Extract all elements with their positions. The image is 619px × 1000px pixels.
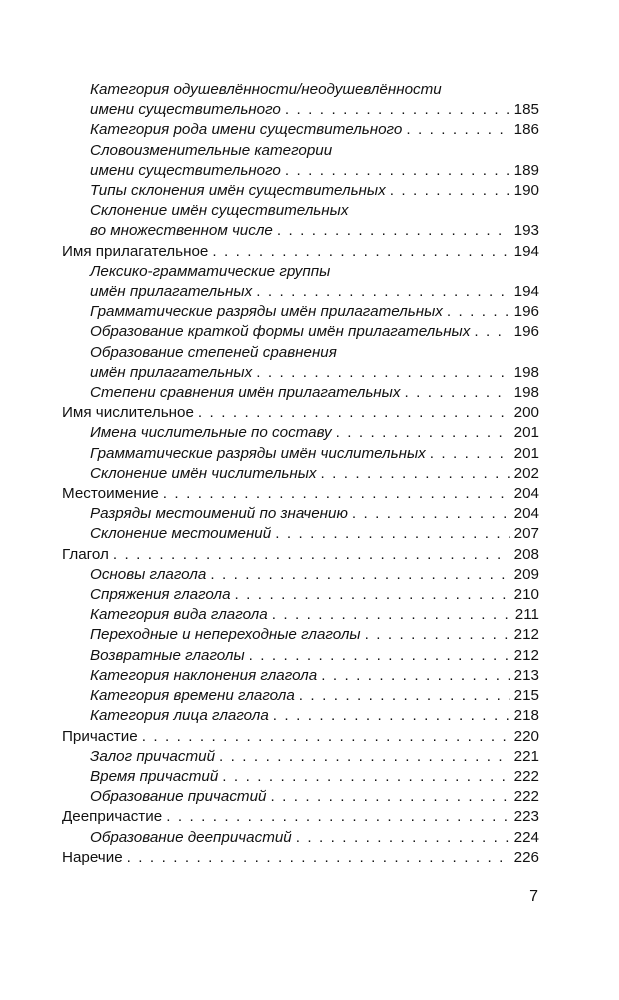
toc-entry [62, 727, 539, 747]
dot-leader [336, 423, 510, 443]
toc-entry-title: Склонение имён существительных [90, 202, 349, 220]
toc-page-number: 202 [513, 464, 539, 482]
toc-entry [62, 545, 539, 565]
toc-entry-title: Категория вида глагола [90, 606, 268, 624]
toc-page-number: 196 [513, 303, 539, 321]
toc-page-number: 200 [513, 404, 539, 422]
toc-subentry [62, 787, 539, 807]
toc-entry-title: Основы глагола [90, 565, 207, 583]
toc-entry-line [62, 403, 539, 423]
toc-page-number: 194 [513, 242, 539, 260]
dot-leader [163, 484, 510, 504]
toc-entry-line [90, 363, 539, 383]
toc-entry-title: Наречие [62, 848, 123, 866]
toc-page-number: 194 [513, 283, 539, 301]
toc-entry-title: Категория времени глагола [90, 687, 295, 705]
toc-entry-line [90, 706, 539, 726]
toc-entry-title-continued: имён прилагательных [90, 363, 253, 381]
toc-entry-title: Имя числительное [62, 404, 194, 422]
dot-leader [219, 747, 510, 767]
toc-entry-line [90, 161, 539, 181]
toc-subentry [62, 201, 539, 241]
toc-entry-line [90, 322, 539, 342]
toc-entry-line [90, 282, 539, 302]
toc-subentry [62, 80, 539, 120]
toc-subentry [62, 141, 539, 181]
toc-subentry [62, 322, 539, 342]
toc-entry-title: Причастие [62, 727, 138, 745]
toc-entry [62, 403, 539, 423]
toc-page-number: 226 [513, 848, 539, 866]
toc-page-number: 209 [513, 565, 539, 583]
toc-page-number: 213 [513, 666, 539, 684]
toc-entry-line [62, 242, 539, 262]
toc-entry-title: Возвратные глаголы [90, 646, 245, 664]
toc-page-number: 207 [513, 525, 539, 543]
toc-page-number: 193 [513, 222, 539, 240]
toc-page-number: 208 [513, 545, 539, 563]
toc-page-number: 223 [513, 808, 539, 826]
toc-page-number: 212 [513, 646, 539, 664]
toc-subentry [62, 686, 539, 706]
toc-page-number: 189 [513, 161, 539, 179]
toc-entry-title-continued: имён прилагательных [90, 283, 253, 301]
toc-page-number: 198 [513, 363, 539, 381]
toc-entry-title: Грамматические разряды имён прилагательных [90, 303, 443, 321]
toc-page-number: 210 [513, 586, 539, 604]
toc-subentry [62, 605, 539, 625]
toc-page-number: 221 [513, 747, 539, 765]
dot-leader [299, 686, 510, 706]
toc-entry-line [90, 100, 539, 120]
toc-entry [62, 242, 539, 262]
toc-entry-title-continued: имени существительного [90, 101, 281, 119]
toc-page-number: 198 [513, 384, 539, 402]
toc-entry-title: Склонение имён числительных [90, 464, 317, 482]
dot-leader [222, 767, 509, 787]
toc-entry-line [62, 848, 539, 868]
dot-leader [352, 504, 510, 524]
dot-leader [235, 585, 510, 605]
toc-page-number: 204 [513, 505, 539, 523]
dot-leader [256, 282, 509, 302]
dot-leader [249, 646, 510, 666]
dot-leader [275, 524, 509, 544]
toc-entry-title: Спряжения глагола [90, 586, 231, 604]
toc-subentry [62, 444, 539, 464]
toc-entry-line [90, 444, 539, 464]
toc-subentry [62, 524, 539, 544]
toc-page-number: 211 [514, 606, 539, 624]
toc-entry-line [90, 585, 539, 605]
toc-entry-line [90, 625, 539, 645]
toc-entry-title: Образование деепричастий [90, 828, 292, 846]
toc-entry-line [90, 120, 539, 140]
toc-subentry [62, 646, 539, 666]
toc-entry-title: Имя прилагательное [62, 242, 209, 260]
toc-entry-title: Категория одушевлённости/неодушевлённости [90, 81, 442, 98]
toc-subentry [62, 423, 539, 443]
toc-page-number: 196 [513, 323, 539, 341]
dot-leader [113, 545, 510, 565]
toc-entry-line [90, 666, 539, 686]
toc-entry-title: Образование причастий [90, 788, 267, 806]
toc-entry-title: Лексико-грамматические группы [90, 262, 331, 280]
toc-entry-line [90, 605, 539, 625]
toc-entry-title: Глагол [62, 545, 109, 563]
toc-page-number: 201 [513, 444, 539, 462]
toc-entry-line [90, 646, 539, 666]
toc-subentry [62, 302, 539, 322]
toc-subentry [62, 625, 539, 645]
toc-subentry [62, 181, 539, 201]
toc-page-number: 224 [513, 828, 539, 846]
toc-subentry [62, 747, 539, 767]
toc-entry-title: Словоизменительные категории [90, 141, 333, 159]
toc-subentry [62, 585, 539, 605]
toc-entry [62, 807, 539, 827]
toc-subentry [62, 666, 539, 686]
dot-leader [365, 625, 510, 645]
dot-leader [474, 322, 509, 342]
dot-leader [277, 221, 510, 241]
dot-leader [166, 807, 509, 827]
toc-entry-title-continued: во множественном числе [90, 222, 273, 240]
toc-subentry [62, 767, 539, 787]
dot-leader [142, 727, 510, 747]
toc-page-number: 220 [513, 727, 539, 745]
toc-entry-line [62, 484, 539, 504]
toc-entry-title: Категория наклонения глагола [90, 666, 318, 684]
toc-page-number: 204 [513, 485, 539, 503]
toc-page-number: 190 [513, 182, 539, 200]
toc-page-number: 212 [513, 626, 539, 644]
toc-entry [62, 484, 539, 504]
toc-subentry [62, 828, 539, 848]
toc-entry-line [62, 727, 539, 747]
toc-entry-line [90, 787, 539, 807]
toc-subentry [62, 120, 539, 140]
toc-entry-line [90, 504, 539, 524]
dot-leader [256, 363, 509, 383]
toc-entry-line [90, 767, 539, 787]
toc-page-number: 201 [513, 424, 539, 442]
dot-leader [270, 787, 509, 807]
dot-leader [127, 848, 510, 868]
toc-entry-line [90, 383, 539, 403]
toc-entry-line [62, 807, 539, 827]
table-of-contents [62, 80, 539, 868]
toc-subentry [62, 383, 539, 403]
dot-leader [210, 565, 509, 585]
toc-subentry [62, 343, 539, 383]
toc-entry-title-continued: имени существительного [90, 161, 281, 179]
dot-leader [447, 302, 510, 322]
dot-leader [390, 181, 510, 201]
toc-entry-title: Категория лица глагола [90, 707, 269, 725]
dot-leader [296, 828, 510, 848]
toc-entry-line [90, 524, 539, 544]
toc-entry-title: Залог причастий [90, 747, 216, 765]
toc-entry-title: Категория рода имени существительного [90, 121, 403, 139]
toc-entry-line [90, 221, 539, 241]
dot-leader [212, 242, 509, 262]
toc-page-number: 185 [513, 101, 539, 119]
toc-entry-line [90, 181, 539, 201]
dot-leader [321, 666, 509, 686]
toc-page-number: 222 [513, 767, 539, 785]
dot-leader [285, 161, 510, 181]
toc-entry-title: Типы склонения имён существительных [90, 182, 386, 200]
toc-entry-title: Образование степеней сравнения [90, 343, 337, 361]
toc-entry-line [90, 747, 539, 767]
toc-page-number: 218 [513, 707, 539, 725]
toc-subentry [62, 464, 539, 484]
toc-page-number: 222 [513, 788, 539, 806]
dot-leader [198, 403, 510, 423]
toc-entry-line [90, 302, 539, 322]
dot-leader [430, 444, 510, 464]
page-number: 7 [529, 888, 538, 905]
toc-subentry [62, 504, 539, 524]
toc-entry-title: Переходные и непереходные глаголы [90, 626, 361, 644]
toc-subentry [62, 565, 539, 585]
toc-entry-line [90, 423, 539, 443]
toc-page-number: 215 [513, 687, 539, 705]
toc-entry-title: Имена числительные по составу [90, 424, 332, 442]
toc-entry-title: Склонение местоимений [90, 525, 272, 543]
toc-entry-line [90, 828, 539, 848]
dot-leader [273, 706, 510, 726]
toc-entry-title: Степени сравнения имён прилагательных [90, 384, 401, 402]
toc-entry-title: Образование краткой формы имён прилагательных [90, 323, 471, 341]
toc-entry-line [90, 464, 539, 484]
toc-page-number: 186 [513, 121, 539, 139]
toc-entry-title: Разряды местоимений по значению [90, 505, 348, 523]
toc-entry [62, 848, 539, 868]
toc-subentry [62, 262, 539, 302]
toc-subentry [62, 706, 539, 726]
dot-leader [285, 100, 510, 120]
toc-entry-line [62, 545, 539, 565]
toc-entry-line [90, 565, 539, 585]
dot-leader [404, 383, 509, 403]
toc-entry-title: Деепричастие [62, 808, 163, 826]
dot-leader [272, 605, 511, 625]
dot-leader [321, 464, 510, 484]
toc-entry-title: Местоимение [62, 485, 159, 503]
toc-entry-line [90, 686, 539, 706]
toc-entry-title: Грамматические разряды имён числительных [90, 444, 426, 462]
toc-entry-title: Время причастий [90, 767, 219, 785]
dot-leader [406, 120, 509, 140]
